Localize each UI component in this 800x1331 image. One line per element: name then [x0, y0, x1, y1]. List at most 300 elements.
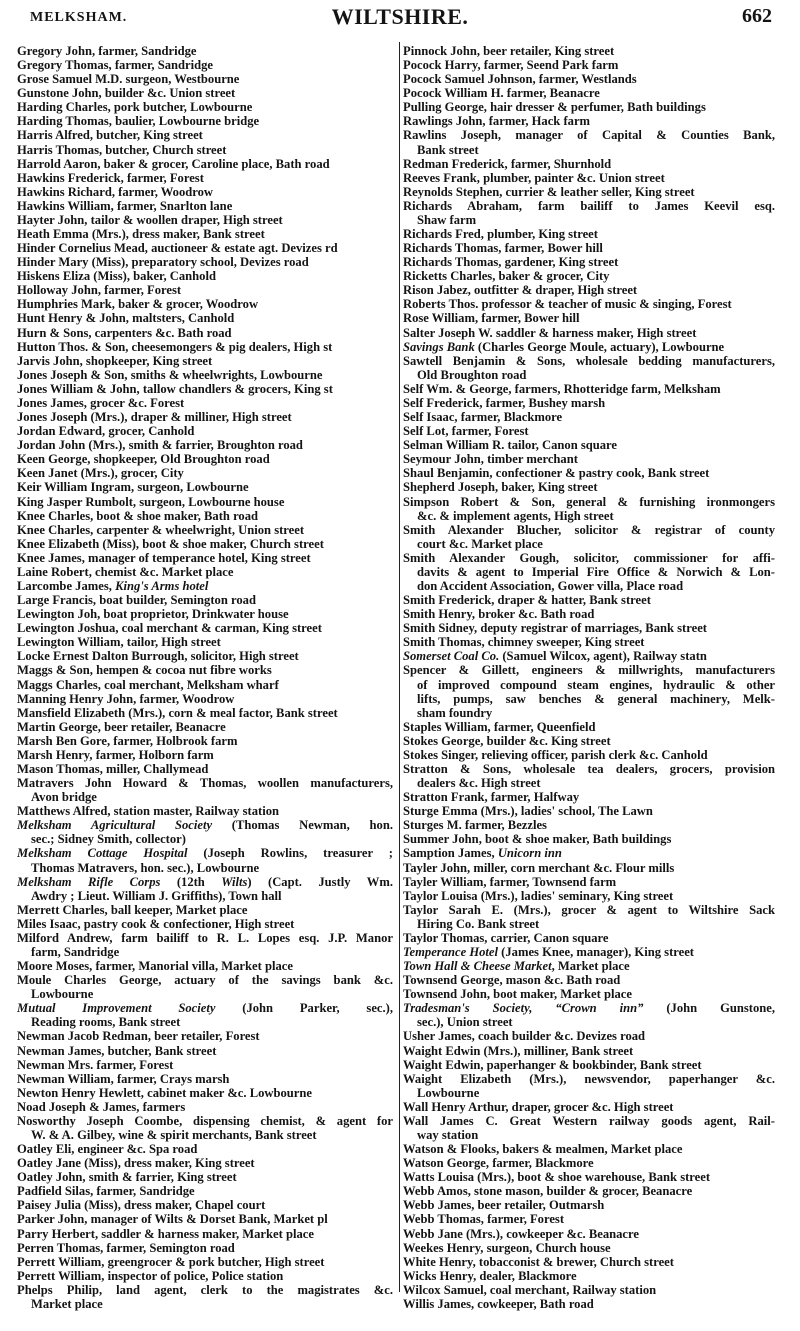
entry-line: Seymour John, timber merchant: [403, 452, 578, 467]
directory-entry: [403, 72, 775, 86]
entry-line: Hawkins Richard, farmer, Woodrow: [17, 184, 214, 199]
directory-entry: [403, 945, 775, 959]
directory-entry: [17, 649, 393, 663]
entry-line: Phelps Philip, land agent, clerk to the magistrates &c.: [17, 1282, 393, 1297]
directory-entry: [17, 241, 393, 255]
directory-entry: [17, 804, 393, 818]
entry-line: Laine Robert, chemist &c. Market place: [17, 564, 234, 579]
entry-line: Newman Mrs. farmer, Forest: [17, 1057, 174, 1072]
directory-entry: [17, 903, 393, 917]
italic-name: Melksham Cottage Hospital: [17, 846, 188, 861]
directory-entry: [403, 1100, 775, 1114]
entry-line: Waight Edwin (Mrs.), milliner, Bank street: [403, 1043, 634, 1058]
entry-line: Humphries Mark, baker & grocer, Woodrow: [17, 297, 259, 312]
directory-entry: [17, 748, 393, 762]
directory-entry: [17, 776, 393, 804]
entry-line: Reeves Frank, plumber, painter &c. Union street: [403, 170, 665, 185]
directory-entry: [17, 368, 393, 382]
entry-line: Selman William R. tailor, Canon square: [403, 438, 618, 453]
italic-name: Tradesman's Society, “Crown inn”: [403, 1001, 644, 1016]
entry-line: Matthews Alfred, station master, Railway station: [17, 804, 280, 819]
entry-line: Gregory Thomas, farmer, Sandridge: [17, 58, 214, 73]
running-head-town: MELKSHAM.: [30, 10, 128, 25]
directory-entry: [17, 692, 393, 706]
entry-line: Watts Louisa (Mrs.), boot & shoe warehouse, Bank street: [403, 1170, 711, 1185]
entry-line: Jones Joseph & Son, smiths & wheelwrights, Lowbourne: [17, 367, 323, 382]
directory-entry: [403, 1283, 775, 1297]
directory-entry: [17, 466, 393, 480]
entry-line: [403, 846, 775, 860]
entry-line: Hinder Mary (Miss), preparatory school, Devizes road: [17, 255, 309, 270]
directory-entry: [403, 734, 775, 748]
directory-entry: [17, 410, 393, 424]
directory-entry: [17, 565, 393, 579]
entry-line: Keen George, shopkeeper, Old Broughton road: [17, 452, 270, 467]
italic-name: Wilts: [221, 874, 248, 889]
entry-line: Self Frederick, farmer, Bushey marsh: [403, 395, 606, 410]
directory-entry: [17, 326, 393, 340]
directory-entry: [403, 889, 775, 903]
entry-line: Richards Thomas, gardener, King street: [403, 255, 619, 270]
entry-line: Rose William, farmer, Bower hill: [403, 311, 580, 326]
entry-line: Jordan Edward, grocer, Canhold: [17, 424, 195, 439]
entry-line: Stratton Frank, farmer, Halfway: [403, 790, 580, 805]
entry-line: Webb Jane (Mrs.), cowkeeper &c. Beanacre: [403, 1226, 639, 1241]
directory-entry: [403, 1184, 775, 1198]
entry-text: (Charles George Moule, actuary), Lowbourne: [474, 339, 725, 354]
entry-line: Holloway John, farmer, Forest: [17, 283, 182, 298]
directory-entry: [17, 227, 393, 241]
entry-line: Taylor Thomas, carrier, Canon square: [403, 930, 609, 945]
entry-text: , Market place: [551, 959, 630, 974]
entry-line: Townsend George, mason &c. Bath road: [403, 973, 621, 988]
directory-entry: [403, 1198, 775, 1212]
entry-line: Perrett William, greengrocer & pork butcher, High street: [17, 1254, 325, 1269]
entry-line: Hurn & Sons, carpenters &c. Bath road: [17, 325, 232, 340]
directory-entry: [17, 579, 393, 593]
entry-line: Smith Thomas, chimney sweeper, King street: [403, 635, 645, 650]
directory-entry: [17, 114, 393, 128]
directory-entry: [403, 846, 775, 860]
entry-line: Jones William & John, tallow chandlers & grocers, King st: [17, 381, 333, 396]
directory-entry: [17, 1001, 393, 1029]
directory-entry: [403, 818, 775, 832]
entry-line: Sturge Emma (Mrs.), ladies' school, The Lawn: [403, 804, 653, 819]
entry-line: [17, 818, 393, 832]
directory-entry: [403, 720, 775, 734]
directory-entry: [403, 227, 775, 241]
entry-continuation-line: Shaw farm: [417, 212, 477, 227]
directory-entry: [403, 1072, 775, 1100]
entry-line: Pocock Harry, farmer, Seend Park farm: [403, 58, 619, 73]
entry-line: Waight Edwin, paperhanger & bookbinder, Bank street: [403, 1057, 702, 1072]
directory-entry: [403, 424, 775, 438]
entry-continuation-line: Reading rooms, Bank street: [31, 1015, 181, 1030]
entry-continuation-line: don Accident Association, Gower villa, Place road: [417, 578, 684, 593]
entry-line: Taylor Louisa (Mrs.), ladies' seminary, King street: [403, 888, 674, 903]
directory-entry: [403, 297, 775, 311]
entry-continuation-line: Old Broughton road: [417, 367, 527, 382]
entry-line: Usher James, coach builder &c. Devizes road: [403, 1029, 646, 1044]
directory-entry: [17, 495, 393, 509]
entry-continuation-line: lifts, pumps, saw benches & general machinery, Melk-: [417, 691, 775, 706]
directory-entry: [403, 241, 775, 255]
entry-line: Sturges M. farmer, Bezzles: [403, 818, 547, 833]
directory-entry: [17, 340, 393, 354]
directory-entry: [17, 635, 393, 649]
directory-entry: [17, 438, 393, 452]
entry-line: Pulling George, hair dresser & perfumer, Bath buildings: [403, 100, 706, 115]
entry-line: Rawlings John, farmer, Hack farm: [403, 114, 591, 129]
entry-line: Pocock William H. farmer, Beanacre: [403, 86, 600, 101]
entry-line: Roberts Thos. professor & teacher of music & singing, Forest: [403, 297, 732, 312]
directory-entry: [17, 185, 393, 199]
entry-line: Wall James C. Great Western railway goods agent, Rail-: [403, 1113, 775, 1128]
directory-entry: [403, 861, 775, 875]
entry-line: Summer John, boot & shoe maker, Bath buildings: [403, 832, 672, 847]
directory-entry: [403, 1029, 775, 1043]
directory-entry: [17, 678, 393, 692]
entry-text: (Joseph Rowlins, treasurer ;: [187, 846, 393, 861]
directory-entry: [403, 804, 775, 818]
entry-line: Pocock Samuel Johnson, farmer, Westlands: [403, 72, 637, 87]
entry-line: Maggs Charles, coal merchant, Melksham wharf: [17, 677, 279, 692]
italic-name: Town Hall & Cheese Market: [403, 959, 552, 974]
entry-continuation-line: Avon bridge: [31, 790, 97, 805]
directory-entry: [17, 663, 393, 677]
entry-line: Knee James, manager of temperance hotel, King street: [17, 550, 311, 565]
directory-entry: [403, 1114, 775, 1142]
entry-continuation-line: Thomas Matravers, hon. sec.), Lowbourne: [31, 860, 260, 875]
directory-entry: [403, 748, 775, 762]
directory-entry: [17, 143, 393, 157]
entry-line: King Jasper Rumbolt, surgeon, Lowbourne house: [17, 494, 285, 509]
directory-entry: [403, 649, 775, 663]
directory-entry: [403, 255, 775, 269]
entry-line: Manning Henry John, farmer, Woodrow: [17, 691, 235, 706]
entry-line: Smith Alexander Gough, solicitor, commissioner for affi-: [403, 550, 775, 565]
directory-entry: [17, 311, 393, 325]
entry-line: Tayler John, miller, corn merchant &c. Flour mills: [403, 860, 675, 875]
entry-continuation-line: Bank street: [417, 142, 479, 157]
directory-entry: [17, 1269, 393, 1283]
directory-entry: [17, 199, 393, 213]
entry-line: Richards Thomas, farmer, Bower hill: [403, 241, 603, 256]
directory-entry: [403, 199, 775, 227]
entry-continuation-line: davits & agent to Imperial Fire Office & Norwich & Lon-: [417, 564, 775, 579]
directory-entry: [403, 340, 775, 354]
directory-entry: [403, 663, 775, 719]
directory-entry: [17, 382, 393, 396]
entry-line: Smith Frederick, draper & hatter, Bank street: [403, 593, 651, 608]
directory-entry: [17, 128, 393, 142]
directory-entry: [403, 382, 775, 396]
entry-line: Knee Elizabeth (Miss), boot & shoe maker, Church street: [17, 536, 324, 551]
directory-entry: [17, 1170, 393, 1184]
directory-entry: [403, 1001, 775, 1029]
entry-continuation-line: Lowbourne: [31, 987, 94, 1002]
entry-line: Oatley John, smith & farrier, King street: [17, 1170, 237, 1185]
entry-line: Noad Joseph & James, farmers: [17, 1099, 186, 1114]
entry-line: Mason Thomas, miller, Challymead: [17, 761, 209, 776]
directory-entry: [17, 354, 393, 368]
directory-entry: [403, 523, 775, 551]
entry-line: Waight Elizabeth (Mrs.), newsvendor, paperhanger &c.: [403, 1071, 775, 1086]
directory-entry: [403, 973, 775, 987]
directory-entry: [17, 917, 393, 931]
directory-entry: [403, 621, 775, 635]
directory-entry: [17, 621, 393, 635]
directory-entry: [403, 1241, 775, 1255]
entry-line: Salter Joseph W. saddler & harness maker, High street: [403, 325, 697, 340]
entry-continuation-line: W. & A. Gilbey, wine & spirit merchants, Bank street: [31, 1128, 317, 1143]
directory-entry: [403, 452, 775, 466]
entry-line: [403, 959, 775, 973]
directory-entry: [17, 72, 393, 86]
entry-line: Jordan John (Mrs.), smith & farrier, Broughton road: [17, 438, 303, 453]
entry-line: Webb Amos, stone mason, builder & grocer, Beanacre: [403, 1184, 693, 1199]
entry-line: Rawlins Joseph, manager of Capital & Counties Bank,: [403, 128, 775, 143]
directory-entry: [403, 269, 775, 283]
entry-line: Richards Abraham, farm bailiff to James Keevil esq.: [403, 198, 775, 213]
entry-line: Simpson Robert & Son, general & furnishing ironmongers: [403, 494, 775, 509]
entry-line: Hutton Thos. & Son, cheesemongers & pig dealers, High st: [17, 339, 333, 354]
entry-line: Townsend John, boot maker, Market place: [403, 987, 632, 1002]
entry-line: Reynolds Stephen, currier & leather seller, King street: [403, 184, 695, 199]
entry-text: (Samuel Wilcox, agent), Railway statn: [499, 649, 707, 664]
entry-text: Larcombe James,: [17, 578, 116, 593]
entry-line: [17, 875, 393, 889]
entry-line: Shepherd Joseph, baker, King street: [403, 480, 598, 495]
directory-entry: [17, 171, 393, 185]
entry-line: Self Lot, farmer, Forest: [403, 424, 529, 439]
entry-line: [17, 1001, 393, 1015]
entry-line: Webb James, beer retailer, Outmarsh: [403, 1198, 605, 1213]
directory-entry: [403, 987, 775, 1001]
italic-name: Savings Bank: [403, 339, 475, 354]
entry-line: Weekes Henry, surgeon, Church house: [403, 1240, 611, 1255]
entry-line: Lewington William, tailor, High street: [17, 635, 221, 650]
entry-continuation-line: Awdry ; Lieut. William J. Griffiths), Town hall: [31, 888, 282, 903]
running-head-county: WILTSHIRE.: [331, 4, 469, 29]
entry-continuation-line: sec.; Sidney Smith, collector): [31, 832, 186, 847]
entry-line: Watson George, farmer, Blackmore: [403, 1156, 594, 1171]
entry-line: White Henry, tobacconist & brewer, Church street: [403, 1254, 674, 1269]
directory-entry: [17, 269, 393, 283]
entry-line: Stratton & Sons, wholesale tea dealers, grocers, provision: [403, 761, 775, 776]
directory-entry: [17, 452, 393, 466]
italic-name: Melksham Rifle Corps: [17, 874, 161, 889]
directory-entry: [17, 1283, 393, 1311]
entry-continuation-line: Market place: [31, 1296, 103, 1311]
directory-entry: [17, 607, 393, 621]
directory-entry: [403, 1142, 775, 1156]
directory-entry: [17, 1241, 393, 1255]
directory-entry: [403, 551, 775, 593]
directory-entry: [17, 720, 393, 734]
directory-entry: [17, 86, 393, 100]
directory-entry: [17, 1072, 393, 1086]
entry-line: Keir William Ingram, surgeon, Lowbourne: [17, 480, 249, 495]
entry-line: [17, 579, 393, 593]
entry-line: Parry Herbert, saddler & harness maker, Market place: [17, 1226, 314, 1241]
entry-line: Lewington Joshua, coal merchant & carman, King street: [17, 621, 322, 636]
entry-line: Knee Charles, carpenter & wheelwright, Union street: [17, 522, 305, 537]
entry-line: Miles Isaac, pastry cook & confectioner, High street: [17, 916, 295, 931]
directory-entry: [17, 1029, 393, 1043]
page-number: 662: [742, 5, 772, 27]
directory-entry: [17, 593, 393, 607]
entry-line: Large Francis, boat builder, Semington road: [17, 593, 256, 608]
italic-name: Melksham Agricultural Society: [17, 818, 213, 833]
entry-line: Jones Joseph (Mrs.), draper & milliner, High street: [17, 410, 292, 425]
entry-line: Ricketts Charles, baker & grocer, City: [403, 269, 610, 284]
directory-entry: [403, 903, 775, 931]
entry-line: Smith Henry, broker &c. Bath road: [403, 607, 595, 622]
italic-name: Somerset Coal Co.: [403, 649, 500, 664]
directory-entry: [403, 311, 775, 325]
entry-line: Gregory John, farmer, Sandridge: [17, 44, 197, 58]
directory-entry: [403, 157, 775, 171]
entry-line: Hunt Henry & John, maltsters, Canhold: [17, 311, 235, 326]
directory-entry: [403, 1269, 775, 1283]
entry-line: Knee Charles, boot & shoe maker, Bath road: [17, 508, 259, 523]
directory-entry: [403, 832, 775, 846]
directory-entry: [403, 790, 775, 804]
entry-line: Perren Thomas, farmer, Semington road: [17, 1240, 235, 1255]
directory-entry: [403, 1212, 775, 1226]
entry-line: Perrett William, inspector of police, Police station: [17, 1268, 284, 1283]
entry-continuation-line: Hiring Co. Bank street: [417, 916, 540, 931]
entry-line: Milford Andrew, farm bailiff to R. L. Lopes esq. J.P. Manor: [17, 930, 393, 945]
entry-continuation-line: &c. & implement agents, High street: [417, 508, 614, 523]
directory-entry: [17, 100, 393, 114]
entry-line: Shaul Benjamin, confectioner & pastry cook, Bank street: [403, 466, 710, 481]
directory-entry: [17, 1198, 393, 1212]
directory-entry: [17, 1255, 393, 1269]
entry-line: Jarvis John, shopkeeper, King street: [17, 353, 213, 368]
directory-entry: [403, 875, 775, 889]
directory-entry: [17, 509, 393, 523]
directory-entry: [403, 58, 775, 72]
directory-entry: [403, 1297, 775, 1311]
entry-line: Willis James, cowkeeper, Bath road: [403, 1296, 594, 1311]
directory-entry: [17, 480, 393, 494]
entry-line: Watson & Flooks, bakers & mealmen, Market place: [403, 1142, 683, 1157]
entry-line: Parker John, manager of Wilts & Dorset Bank, Market pl: [17, 1212, 328, 1227]
entry-line: Locke Ernest Dalton Burrough, solicitor, High street: [17, 649, 299, 664]
entry-line: Spencer & Gillett, engineers & millwrights, manufacturers: [403, 663, 775, 678]
entry-line: Webb Thomas, farmer, Forest: [403, 1212, 565, 1227]
column-divider: [399, 42, 400, 1292]
entry-line: Paisey Julia (Miss), dress maker, Chapel court: [17, 1198, 266, 1213]
directory-entry: [17, 973, 393, 1001]
directory-entry: [403, 44, 775, 58]
entry-text: (John Gunstone,: [643, 1001, 775, 1016]
entry-text: ) (Capt. Justly Wm.: [247, 874, 393, 889]
directory-entry: [403, 495, 775, 523]
entry-line: Heath Emma (Mrs.), dress maker, Bank street: [17, 227, 265, 242]
entry-line: Newman William, farmer, Crays marsh: [17, 1071, 230, 1086]
directory-entry: [403, 410, 775, 424]
directory-entry: [17, 297, 393, 311]
entry-continuation-line: of improved compound steam engines, hydraulic & other: [417, 677, 775, 692]
directory-entry: [403, 1227, 775, 1241]
directory-entry: [17, 1156, 393, 1170]
entry-line: Tayler William, farmer, Townsend farm: [403, 874, 617, 889]
directory-entry: [17, 959, 393, 973]
entry-continuation-line: sham foundry: [417, 705, 493, 720]
entry-line: Harris Thomas, butcher, Church street: [17, 142, 227, 157]
directory-entry: [403, 1255, 775, 1269]
entry-line: Hawkins William, farmer, Snarlton lane: [17, 198, 233, 213]
directory-entry: [17, 1058, 393, 1072]
directory-entry: [403, 171, 775, 185]
directory-entry: [403, 1044, 775, 1058]
entry-line: Nosworthy Joseph Coombe, dispensing chemist, & agent for: [17, 1113, 393, 1128]
directory-entry: [403, 326, 775, 340]
directory-entry: [403, 635, 775, 649]
directory-entry: [17, 58, 393, 72]
directory-entry: [17, 1227, 393, 1241]
entry-line: Moule Charles George, actuary of the savings bank &c.: [17, 973, 393, 988]
entry-line: Harrold Aaron, baker & grocer, Caroline place, Bath road: [17, 156, 330, 171]
entry-text: (James Knee, manager), King street: [498, 945, 695, 959]
entry-line: Martin George, beer retailer, Beanacre: [17, 719, 226, 734]
directory-entry: [17, 931, 393, 959]
entry-continuation-line: way station: [417, 1128, 479, 1143]
entry-continuation-line: court &c. Market place: [417, 536, 543, 551]
directory-entry: [403, 396, 775, 410]
directory-entry: [403, 114, 775, 128]
entry-line: Grose Samuel M.D. surgeon, Westbourne: [17, 72, 240, 87]
directory-entry: [403, 128, 775, 156]
entry-line: Stokes Singer, relieving officer, parish clerk &c. Canhold: [403, 747, 708, 762]
directory-entry: [17, 213, 393, 227]
entry-line: [403, 340, 775, 354]
entry-line: Oatley Eli, engineer &c. Spa road: [17, 1142, 198, 1157]
directory-entry: [17, 44, 393, 58]
entry-line: Padfield Silas, farmer, Sandridge: [17, 1184, 195, 1199]
entry-line: Jones James, grocer &c. Forest: [17, 395, 185, 410]
entry-line: [403, 945, 775, 959]
entry-line: Wilcox Samuel, coal merchant, Railway station: [403, 1282, 657, 1297]
directory-entry: [17, 551, 393, 565]
directory-entry: [403, 466, 775, 480]
directory-entry: [17, 846, 393, 874]
directory-column-right: [403, 44, 775, 1311]
entry-line: Matravers John Howard & Thomas, woollen manufacturers,: [17, 776, 393, 791]
entry-line: Self Isaac, farmer, Blackmore: [403, 410, 563, 425]
directory-entry: [403, 607, 775, 621]
entry-line: Marsh Henry, farmer, Holborn farm: [17, 747, 214, 762]
entry-line: Merrett Charles, ball keeper, Market place: [17, 902, 248, 917]
entry-line: Stokes George, builder &c. King street: [403, 733, 611, 748]
directory-entry: [403, 959, 775, 973]
directory-entry: [17, 283, 393, 297]
entry-line: Harding Charles, pork butcher, Lowbourne: [17, 100, 253, 115]
entry-text: Samption James,: [403, 846, 498, 861]
directory-entry: [403, 100, 775, 114]
entry-line: [17, 846, 393, 860]
directory-entry: [17, 424, 393, 438]
directory-entry: [17, 706, 393, 720]
directory-entry: [17, 1086, 393, 1100]
entry-line: Harris Alfred, butcher, King street: [17, 128, 203, 143]
entry-line: [403, 649, 775, 663]
entry-line: Newman Jacob Redman, beer retailer, Forest: [17, 1029, 260, 1044]
entry-text: (John Parker, sec.),: [215, 1001, 393, 1016]
